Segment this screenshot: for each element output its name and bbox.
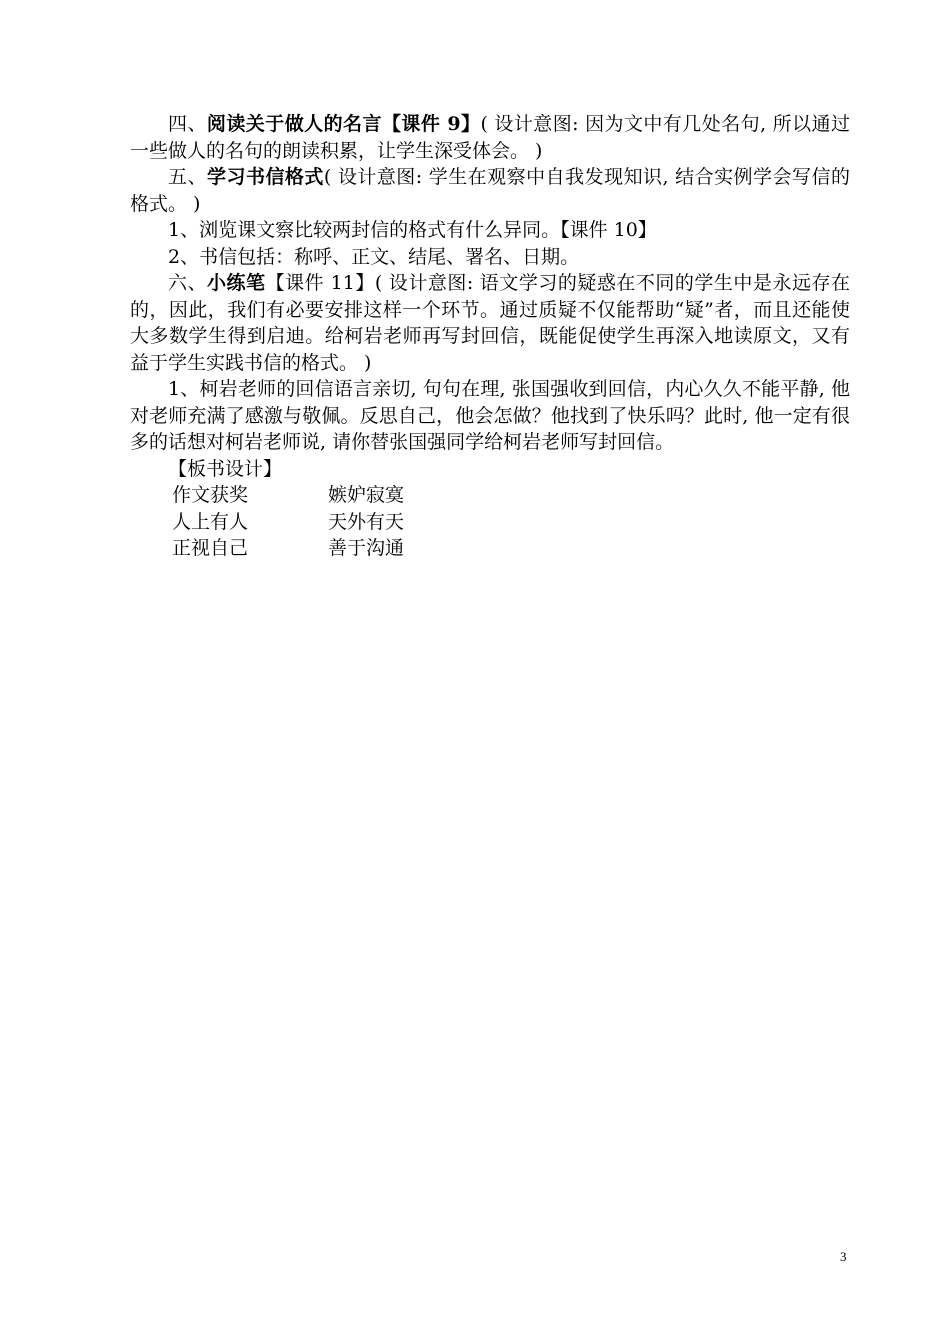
section-5-item-2: 2、书信包括：称呼、正文、结尾、署名、日期。 <box>168 245 580 268</box>
board-row <box>130 482 850 509</box>
section-5-prefix: 五、 <box>168 166 207 188</box>
section-5-paragraph <box>130 164 850 217</box>
board-row <box>130 509 850 536</box>
board-right-cell: 善于沟通 <box>328 537 405 559</box>
section-5-title: 学习书信格式 <box>206 166 324 188</box>
document-body <box>130 111 850 562</box>
board-left-cell: 正视自己 <box>172 537 249 559</box>
board-row <box>130 535 850 562</box>
section-6-prefix: 六、 <box>168 272 208 294</box>
section-6-title: 小练笔 <box>207 272 266 294</box>
board-title: 【板书设计】 <box>168 457 283 480</box>
page-number: 3 <box>840 1249 847 1264</box>
board-right-cell: 天外有天 <box>328 510 405 533</box>
section-4-note: ( 设计意图: 因为文中有几处名句, 所以通过一些做人的名句的朗读积累，让学生深受体会。 ) <box>130 113 850 162</box>
section-4-title: 阅读关于做人的名言 <box>206 113 382 135</box>
board-left-cell: 作文获奖 <box>172 484 249 506</box>
section-6-paragraph <box>130 270 850 376</box>
section-6-note: ( 设计意图: 语文学习的疑惑在不同的学生中是永远存在的，因此，我们有必要安排这样一个环节。通过质疑不仅能帮助“疑”者，而且还能使大多数学生得到启迪。给柯岩老师再写封回信，既能促使学生再深入地读原文，又有益于学生实践书信的格式。 ) <box>130 272 850 374</box>
section-4-paragraph <box>130 111 850 164</box>
section-6-courseware: 【课件 11】 <box>265 272 375 294</box>
section-5-item-1: 1、浏览课文察比较两封信的格式有什么异同。【课件 10】 <box>168 219 657 241</box>
section-4-prefix: 四、 <box>168 113 207 135</box>
section-6-item-1: 1、柯岩老师的回信语言亲切, 句句在理, 张国强收到回信，内心久久不能平静, 他对老师充满了感激与敬佩。反思自己，他会怎做？他找到了快乐吗？此时, 他一定有很多的话想对柯岩老师说, 请你替张国强同学给柯岩老师写封回信。 <box>130 378 850 453</box>
section-5-note: ( 设计意图: 学生在观察中自我发现知识, 结合实例学会写信的格式。 ) <box>130 166 850 215</box>
board-right-cell: 嫉妒寂寞 <box>328 484 405 506</box>
board-left-cell: 人上有人 <box>172 510 249 533</box>
section-4-courseware: 【课件 9】 <box>381 113 481 135</box>
